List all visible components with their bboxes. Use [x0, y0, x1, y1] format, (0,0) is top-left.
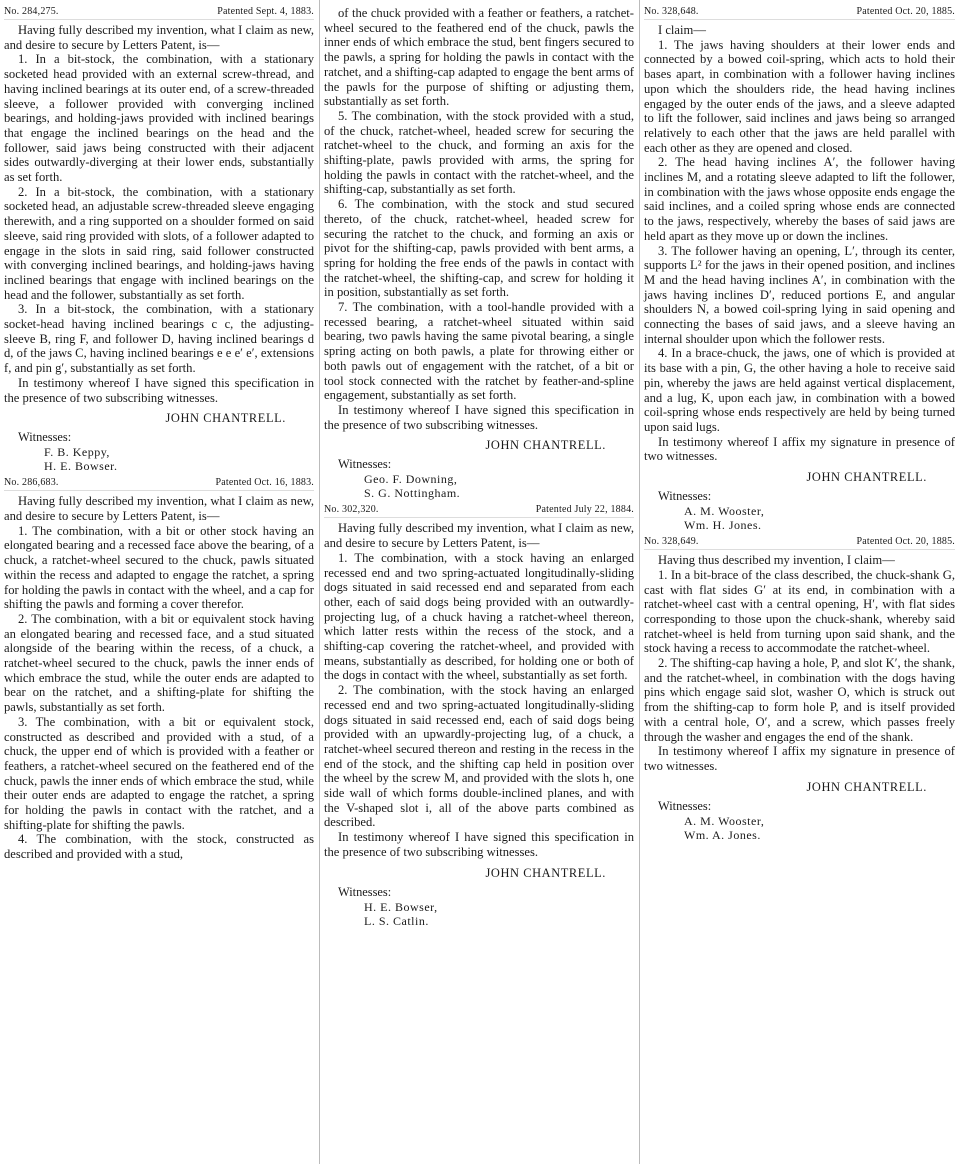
patent-number: No. 284,275.: [4, 6, 59, 17]
witness-name: Wm. H. Jones.: [684, 518, 762, 533]
claim-paragraph: 2. The combination, with the stock having an enlarged recessed end and two spring-actuated longitudinally-sliding dogs situated in said recessed end, each of said dogs being provided with an upwardly-projecting lug, of a chuck, a ratchet-wheel secured thereon and resting in the recess in the end of the stock, and the shifting cap held in position over the wheel by the screw M, and provided with the slots h, one side wall of which forms double-inclined planes, and with the V-shaped slot i, all of the above parts combined as described.: [324, 683, 634, 830]
claim-paragraph: 4. The combination, with the stock, constructed as described and provided with a stud,: [4, 832, 314, 862]
witness-name: A. M. Wooster,: [684, 813, 765, 828]
patent-date: Patented Oct. 20, 1885.: [856, 536, 955, 548]
inventor-signature: JOHN CHANTRELL.: [165, 411, 286, 426]
claim-paragraph: 2. The head having inclines A′, the follower having inclines M, and a rotating sleeve adapted to lift the follower, in combination with the jaws whose opposite ends engage the said inclines, and a coiled spring whose ends are connected to the jaws, respectively, whereby the bases of said jaws are held apart as they move up or down the inclines.: [644, 155, 955, 243]
inventor-signature: JOHN CHANTRELL.: [806, 470, 927, 485]
witnesses-label: Witnesses:: [658, 798, 712, 813]
claim-paragraph: 2. The combination, with a bit or equivalent stock having an elongated bearing and recessed face, and a stud situated alongside of the bearing within the recess, of a chuck, a ratchet-wheel secured to the chuck, pawls the inner ends of which embrace the stud, while the outer ends are adapted to bear on the ratchet, and a shifting-plate for shifting the pawls, substantially as set forth.: [4, 611, 314, 715]
patent-section: [324, 504, 634, 927]
witnesses-label: Witnesses:: [338, 457, 392, 472]
claim-paragraph: 3. In a bit-stock, the combination, with a stationary socket-head having inclined bearings c c, the adjusting-sleeve B, ring F, and follower D, having inclined bearings d d, of the jaws C, having inclined bearings e e e′ e′, extensions f, and pin g′, substantially as set forth.: [4, 302, 314, 376]
patent-section: [4, 477, 314, 862]
witnesses-label: Witnesses:: [658, 489, 712, 504]
claim-paragraph: In testimony whereof I affix my signature in presence of two witnesses.: [644, 434, 955, 464]
witness-name: L. S. Catlin.: [364, 913, 429, 928]
claim-paragraph: 1. The jaws having shoulders at their lower ends and connected by a bowed coil-spring, which acts to hold their bases apart, in combination with a follower having inclines upon which the shoulders ride, the head having inclines engaged by the outer ends of the jaws, and a sleeve adapted to lift the follower, said inclines and jaws being so arranged relatively to each other that the jaws are held parallel with each other as they are opened and closed.: [644, 37, 955, 155]
claim-paragraph: In testimony whereof I have signed this specification in the presence of two subscribing witnesses.: [324, 830, 634, 859]
patent-section: [4, 6, 314, 473]
claim-paragraph: 6. The combination, with the stock and stud secured thereto, of the chuck, ratchet-wheel, headed screw for securing the ratchet to the chuck, and forming an axis or pivot for the shifting-cap, pawls provided with bent arms, a spring for holding the free ends of the pawls in contact with the ratchet-wheel, the shifting-cap, and screw for holding it in position, substantially as set forth.: [324, 197, 634, 300]
column-2: [320, 0, 638, 1164]
claim-paragraph: 5. The combination, with the stock provided with a stud, of the chuck, ratchet-wheel, headed screw for securing the ratchet-wheel to the chuck, and forming an axis for the shifting-plate, pawls provided with arms, the spring for holding the pawls in contact with the ratchet-wheel, and the shifting-cap, substantially as set forth.: [324, 108, 634, 197]
patent-number: No. 286,683.: [4, 477, 59, 489]
patent-section: [324, 6, 634, 500]
witnesses-label: Witnesses:: [18, 430, 72, 445]
inventor-signature: JOHN CHANTRELL.: [485, 438, 606, 453]
patent-section: [644, 6, 955, 532]
witness-name: S. G. Nottingham.: [364, 486, 461, 501]
claim-paragraph: Having thus described my invention, I claim—: [658, 553, 895, 568]
claim-paragraph: 1. In a bit-stock, the combination, with a stationary socketed head provided with an external screw-thread, and having inclined bearings at its outer end, of a screw-threaded sleeve, a follower provided with converging inclined bearings, and holding-jaws provided with inclined bearings that engage the inclined bearings on the head and the follower, said jaws being constructed with their adjacent sides outwardly-diverging at their lower ends, substantially as set forth.: [4, 52, 314, 185]
witness-name: H. E. Bowser,: [364, 899, 438, 914]
claim-paragraph: 1. The combination, with a stock having an enlarged recessed end and two spring-actuated longitudinally-sliding dogs situated in said recessed end and separated from each other, each of said dogs being provided with an outwardly-projecting lug, of a chuck having a ratchet-wheel thereon, which latter rests within the recess of the stock, and a shifting-cap covering the ratchet-wheel, and provided with means, substantially as described, for holding one or both of the dogs in contact with the wheel, substantially as set forth.: [324, 550, 634, 683]
patent-section: [644, 536, 955, 842]
claim-paragraph: 3. The combination, with a bit or equivalent stock, constructed as described and provided with a stud, of a chuck, the upper end of which is provided with a feather or feathers, a ratchet-wheel secured on the feathered end of the chuck, pawls the inner ends of which embrace the stud, while their outer ends are adapted to engage the ratchet, a spring for holding the pawls in contact with the ratchet, and a shifting-plate for shifting the pawls.: [4, 714, 314, 832]
patent-number: No. 328,648.: [644, 6, 699, 17]
claim-paragraph: I claim—: [658, 23, 706, 37]
claim-paragraph: 2. In a bit-stock, the combination, with a stationary socketed head, an adjustable screw-threaded sleeve engaging therewith, and a ring supported on a shoulder formed on said sleeve, said ring provided with slots, of a follower adapted to engage in the slots in said ring, said follower constructed with converging inclined bearings, and holding-jaws having inclined bearings that engage with inclined bearings on the head and the follower, substantially as set forth.: [4, 184, 314, 302]
patent-header: [324, 504, 634, 518]
patent-header: [4, 6, 314, 20]
claim-paragraph: of the chuck provided with a feather or feathers, a ratchet-wheel secured to the feathered end of the chuck, pawls the inner ends of which embrace the stud, bent fingers secured to the pawls, a spring for holding the pawls in contact with the ratchet, and a shifting-cap adapted to engage the bent arms of the pawls for the purpose of shifting or adjusting them, substantially as set forth.: [324, 6, 634, 109]
claim-paragraph: 1. In a bit-brace of the class described, the chuck-shank G, cast with flat sides G′ at its end, in combination with a ratchet-wheel cast with a central opening, H′, with flat sides corresponding to those upon the chuck-shank, whereby said ratchet-wheel is held from turning upon said shank, and the stock having a recess to accommodate the ratchet-wheel.: [644, 567, 955, 656]
claim-paragraph: In testimony whereof I have signed this specification in the presence of two subscribing witnesses.: [4, 375, 314, 405]
claim-paragraph: Having fully described my invention, what I claim as new, and desire to secure by Letters Patent, is—: [324, 521, 634, 551]
witness-name: H. E. Bowser.: [44, 459, 118, 474]
witness-name: A. M. Wooster,: [684, 504, 765, 519]
patent-header: [644, 6, 955, 20]
column-3: [640, 0, 959, 1164]
witnesses-label: Witnesses:: [338, 884, 392, 899]
patent-header: [4, 477, 314, 491]
witness-name: Wm. A. Jones.: [684, 827, 761, 842]
column-1: [0, 0, 318, 1164]
witness-name: F. B. Keppy,: [44, 445, 110, 460]
patent-date: Patented Oct. 16, 1883.: [215, 477, 314, 489]
claim-paragraph: 3. The follower having an opening, L′, through its center, supports L² for the jaws in their opened position, and inclines M and the head having inclines A′, in combination with the jaws having inclines D′, reduced portions E, and angular shoulders N, a bowed coil-spring lying in said opening and connecting the bases of said jaws, and a sleeve having an internal shoulder upon which the follower rests.: [644, 243, 955, 346]
witness-name: Geo. F. Downing,: [364, 472, 458, 487]
claim-paragraph: 4. In a brace-chuck, the jaws, one of which is provided at its base with a pin, G, the other having a hole to receive said pin, whereby the jaws are held against vertical displacement, and a lug, K, upon each jaw, in combination with a bowed coil-spring whose ends respectively are held by being turned upon said lugs.: [644, 346, 955, 434]
patent-number: No. 302,320.: [324, 504, 379, 516]
patent-number: No. 328,649.: [644, 536, 699, 548]
patent-date: Patented Sept. 4, 1883.: [217, 6, 314, 17]
inventor-signature: JOHN CHANTRELL.: [485, 865, 606, 880]
claim-paragraph: 1. The combination, with a bit or other stock having an elongated bearing and a recessed face above the bearing, of a chuck, a ratchet-wheel secured to the chuck, pawls situated within the recess and adapted to engage the ratchet, a spring for holding the pawls in contact with the wheel, and a cap for shifting the pawls and forming a cover therefor.: [4, 523, 314, 612]
patent-date: Patented Oct. 20, 1885.: [856, 6, 955, 17]
claim-paragraph: In testimony whereof I affix my signature in presence of two witnesses.: [644, 744, 955, 773]
patent-date: Patented July 22, 1884.: [535, 504, 634, 516]
patent-header: [644, 536, 955, 550]
inventor-signature: JOHN CHANTRELL.: [806, 779, 927, 794]
claim-paragraph: In testimony whereof I have signed this specification in the presence of two subscribing witnesses.: [324, 402, 634, 432]
claim-paragraph: 2. The shifting-cap having a hole, P, and slot K′, the shank, and the ratchet-wheel, in combination with the dogs having pins which engage said slot, washer O, which is struck out from the shifting-cap to form hole P, and is itself provided with a central hole, O′, and a screw, which passes freely through the washer and engages the end of the shank.: [644, 656, 955, 744]
claim-paragraph: Having fully described my invention, what I claim as new, and desire to secure by Letters Patent, is—: [4, 23, 314, 52]
claim-paragraph: Having fully described my invention, what I claim as new, and desire to secure by Letters Patent, is—: [4, 494, 314, 523]
claim-paragraph: 7. The combination, with a tool-handle provided with a recessed bearing, a ratchet-wheel situated within said bearing, two pawls having the same pivotal bearing, a single spring acting on both pawls, a plate for throwing either or both pawls out of engagement with the ratchet, of a bit or tool stock connected with the ratchet by feather-and-spline engagement, substantially as set forth.: [324, 300, 634, 403]
